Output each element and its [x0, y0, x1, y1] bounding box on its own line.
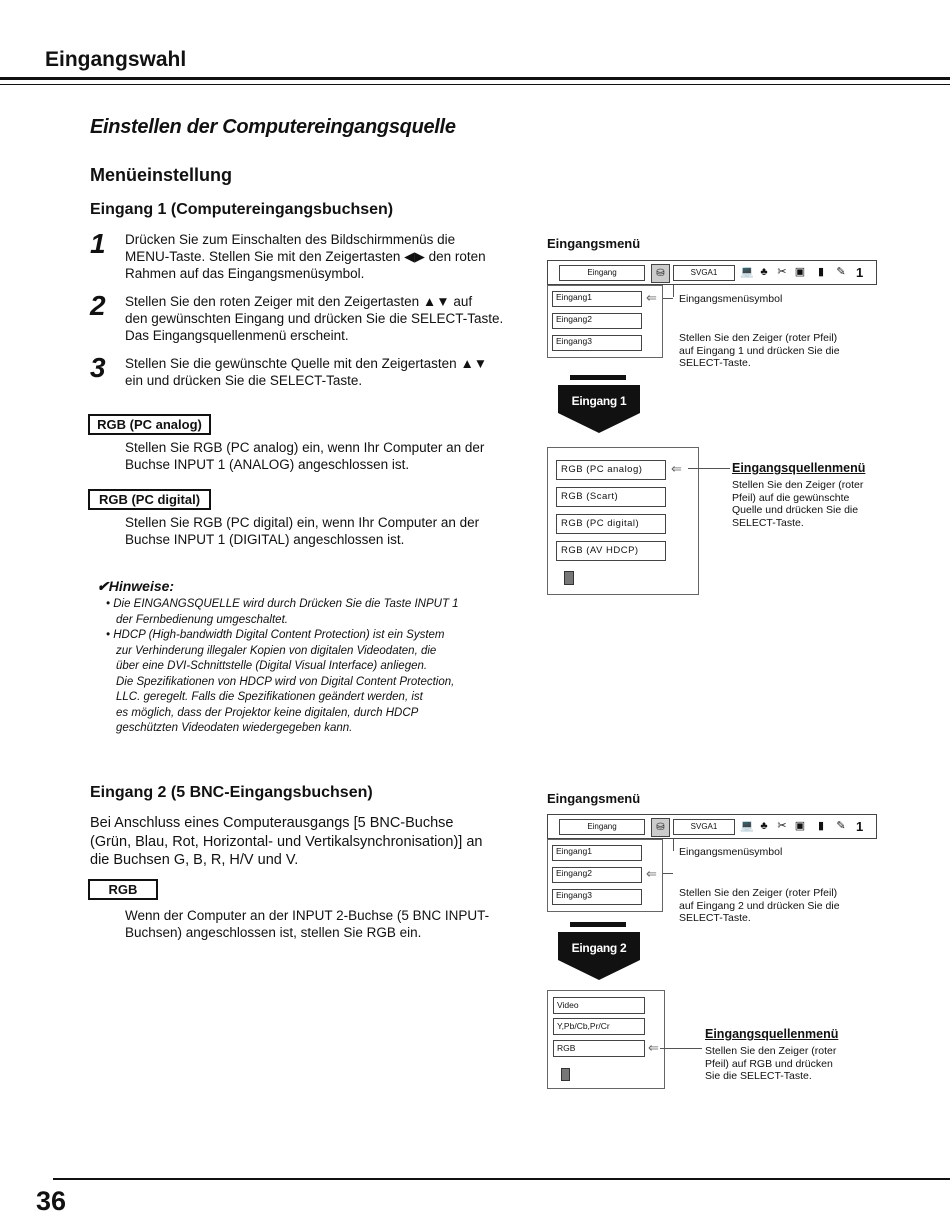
pointer-arrow-icon: ⇐ — [646, 290, 657, 305]
input-menu-icon: ⛁ — [651, 264, 670, 283]
text-line: Stellen Sie RGB (PC analog) ein, wenn Ihr Computer an der — [125, 440, 485, 455]
note-line: Die Spezifikationen von HDCP wird von Digital Content Protection, — [116, 675, 455, 688]
text-line: ein und drücken Sie die SELECT-Taste. — [125, 373, 363, 388]
source-item: RGB (Scart) — [556, 487, 666, 507]
note-line: Quelle und drücken Sie die — [732, 504, 859, 516]
exit-icon — [564, 571, 574, 585]
connector-line — [688, 468, 730, 469]
source-item: RGB (AV HDCP) — [556, 541, 666, 561]
menu-field-eingang: Eingang — [559, 819, 645, 835]
note-line: SELECT-Taste. — [679, 357, 751, 369]
rgb-digital-text — [125, 514, 525, 548]
text-line: Rahmen auf das Eingangsmenüsymbol. — [125, 266, 365, 281]
input-item-3: Eingang3 — [552, 335, 642, 351]
text-line: MENU-Taste. Stellen Sie mit den Zeigertasten ◀▶ den roten — [125, 249, 486, 264]
input1-heading: Eingang 1 (Computereingangsbuchsen) — [90, 201, 394, 218]
text-line: den gewünschten Eingang und drücken Sie die SELECT-Taste. — [125, 311, 504, 326]
diagram1-menubar — [547, 260, 877, 285]
step-text — [125, 293, 525, 344]
diagram2-source-panel — [547, 990, 665, 1089]
diagram2-caption: Eingangsmenü — [547, 791, 641, 806]
header-rule-thick — [0, 77, 950, 80]
text-line: Buchsen) angeschlossen ist, stellen Sie RGB ein. — [125, 925, 422, 940]
connector-line — [673, 285, 674, 297]
note-line: Stellen Sie den Zeiger (roter Pfeil) — [679, 332, 838, 344]
source-menu-title: Eingangsquellenmenü — [732, 461, 866, 475]
diagram2-input-panel — [547, 839, 663, 912]
source-item: RGB (PC digital) — [556, 514, 666, 534]
input-item-1: Eingang1 — [552, 291, 642, 307]
diagram1-caption: Eingangsmenü — [547, 236, 641, 251]
source-item: RGB — [553, 1040, 645, 1057]
text-line: Buchse INPUT 1 (DIGITAL) angeschlossen ist. — [125, 532, 405, 547]
connector-line — [660, 1048, 702, 1049]
text-line: die Buchsen G, B, R, H/V und V. — [90, 852, 299, 868]
exit-icon — [561, 1068, 570, 1081]
pointer-note — [679, 332, 840, 370]
rgb-analog-text — [125, 439, 525, 473]
note-line: Pfeil) auf RGB und drücken — [705, 1057, 833, 1070]
rgb-digital-label: RGB (PC digital) — [88, 489, 211, 510]
pointer-arrow-icon: ⇐ — [671, 461, 682, 476]
text-line: Stellen Sie den roten Zeiger mit den Zeigertasten ▲▼ auf — [125, 294, 473, 309]
screen-icon: ▣ — [794, 266, 806, 278]
rgb-analog-label: RGB (PC analog) — [88, 414, 211, 435]
text-line: Drücken Sie zum Einschalten des Bildschirmmenüs die — [125, 232, 456, 247]
step-text — [125, 231, 525, 282]
diagram1-input-panel — [547, 285, 663, 358]
pointer-note — [679, 887, 840, 925]
color-icon: ♣ — [760, 820, 768, 832]
text-line: Buchse INPUT 1 (ANALOG) angeschlossen ist. — [125, 457, 410, 472]
setting-icon: ✎ — [836, 820, 846, 832]
note-line: • HDCP (High-bandwidth Digital Content Protection) ist ein System — [106, 629, 445, 641]
note-line: zur Verhinderung illegaler Kopien von digitalen Videodaten, die — [116, 644, 437, 657]
note-line: es möglich, dass der Projektor keine digitalen, durch HDCP — [116, 706, 419, 719]
menu-heading: Menüeinstellung — [90, 165, 233, 185]
note-line: der Fernbedienung umgeschaltet. — [116, 613, 288, 626]
pointer-arrow-icon: ⇐ — [648, 1040, 659, 1055]
note-line: Stellen Sie den Zeiger (roter Pfeil) — [679, 887, 838, 899]
note-line: SELECT-Taste. — [732, 516, 804, 529]
step-text — [125, 355, 525, 389]
note-line: Stellen Sie den Zeiger (roter — [732, 479, 864, 491]
color-icon: ♣ — [760, 266, 768, 278]
note-line: LLC. geregelt. Falls die Spezifikationen geändert werden, ist — [116, 691, 423, 703]
source-note — [732, 479, 863, 529]
icon-label: Eingangsmenüsymbol — [679, 293, 783, 305]
note-line: auf Eingang 1 und drücken Sie die — [679, 344, 840, 357]
icon-label: Eingangsmenüsymbol — [679, 846, 783, 858]
input-item-2: Eingang2 — [552, 867, 642, 883]
arrow-label: Eingang 2 — [571, 941, 627, 955]
step-number: 2 — [90, 290, 106, 321]
laptop-icon: 💻 — [740, 820, 754, 832]
header-rule-thin — [0, 84, 950, 85]
diagram1-source-panel — [547, 447, 699, 595]
section-title: Einstellen der Computereingangsquelle — [90, 116, 456, 138]
input-menu-icon: ⛁ — [651, 818, 670, 837]
rgb-label: RGB — [88, 879, 158, 900]
input2-text — [90, 814, 520, 870]
menu-field-eingang: Eingang — [559, 265, 645, 281]
sound-icon: ▮ — [817, 820, 825, 832]
note-line: auf Eingang 2 und drücken Sie die — [679, 899, 840, 912]
note-line: SELECT-Taste. — [679, 912, 751, 924]
input-item-3: Eingang3 — [552, 889, 642, 905]
image-adjust-icon: ✂ — [777, 820, 787, 832]
menu-number: 1 — [856, 819, 864, 834]
text-line: Stellen Sie die gewünschte Quelle mit den Zeigertasten ▲▼ — [125, 356, 488, 371]
notes-title: ✔Hinweise: — [97, 578, 175, 594]
page-header-title: Eingangswahl — [45, 48, 187, 71]
menu-field-svga: SVGA1 — [673, 819, 735, 835]
connector-line — [673, 839, 674, 851]
text-line: (Grün, Blau, Rot, Horizontal- und Vertikalsynchronisation)] an — [90, 833, 483, 850]
step-number: 3 — [90, 352, 106, 383]
footer-rule — [53, 1178, 950, 1180]
image-adjust-icon: ✂ — [777, 266, 787, 278]
notes-body — [106, 597, 526, 737]
source-note — [705, 1045, 836, 1083]
page-number: 36 — [36, 1186, 67, 1216]
input2-heading: Eingang 2 (5 BNC-Eingangsbuchsen) — [90, 784, 373, 801]
setting-icon: ✎ — [836, 266, 846, 278]
menu-number: 1 — [856, 265, 864, 280]
note-line: Sie die SELECT-Taste. — [705, 1070, 812, 1082]
note-line: Stellen Sie den Zeiger (roter — [705, 1045, 837, 1057]
text-line: Stellen Sie RGB (PC digital) ein, wenn Ihr Computer an der — [125, 515, 480, 530]
note-line: Pfeil) auf die gewünschte — [732, 491, 850, 504]
source-item: Y,Pb/Cb,Pr/Cr — [553, 1018, 645, 1035]
laptop-icon: 💻 — [740, 266, 754, 278]
source-menu-title: Eingangsquellenmenü — [705, 1027, 839, 1041]
source-item: Video — [553, 997, 645, 1014]
step-number: 1 — [90, 228, 106, 259]
connector-line — [663, 298, 673, 299]
sound-icon: ▮ — [817, 266, 825, 278]
input-item-1: Eingang1 — [552, 845, 642, 861]
connector-line — [663, 873, 673, 874]
screen-icon: ▣ — [794, 820, 806, 832]
note-line: über eine DVI-Schnittstelle (Digital Visual Interface) anliegen. — [116, 660, 428, 672]
note-line: • Die EINGANGSQUELLE wird durch Drücken Sie die Taste INPUT 1 — [106, 598, 459, 610]
menu-field-svga: SVGA1 — [673, 265, 735, 281]
text-line: Bei Anschluss eines Computerausgangs [5 BNC-Buchse — [90, 815, 454, 831]
pointer-arrow-icon: ⇐ — [646, 866, 657, 881]
note-line: geschützten Videodaten wiedergegeben kann. — [116, 722, 353, 734]
diagram2-menubar — [547, 814, 877, 839]
input-item-2: Eingang2 — [552, 313, 642, 329]
text-line: Wenn der Computer an der INPUT 2-Buchse (5 BNC INPUT- — [125, 908, 490, 923]
source-item: RGB (PC analog) — [556, 460, 666, 480]
rgb-text — [125, 907, 525, 941]
text-line: Das Eingangsquellenmenü erscheint. — [125, 328, 349, 343]
arrow-label: Eingang 1 — [571, 394, 627, 408]
